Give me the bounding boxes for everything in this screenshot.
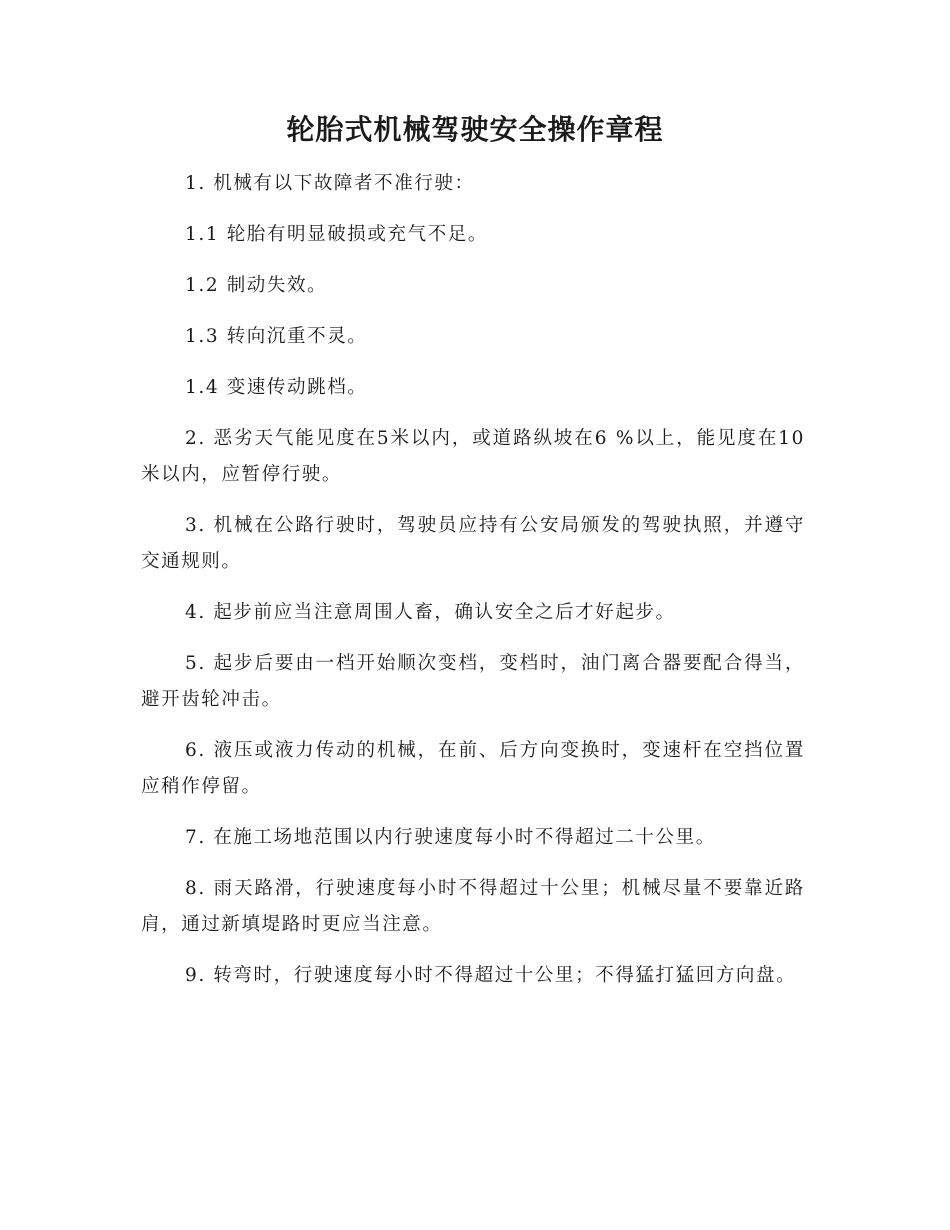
paragraph-4: 4. 起步前应当注意周围人畜，确认安全之后才好起步。 bbox=[185, 602, 676, 623]
paragraph-1-1: 1.1 轮胎有明显破损或充气不足。 bbox=[185, 224, 489, 245]
document-body bbox=[141, 166, 805, 1009]
paragraph-8: 8. 雨天路滑，行驶速度每小时不得超过十公里；机械尽量不要靠近路肩，通过新填堤路时更应当注意。 bbox=[141, 878, 805, 935]
document-title: 轮胎式机械驾驶安全操作章程 bbox=[286, 113, 664, 146]
paragraph-9: 9. 转弯时，行驶速度每小时不得超过十公里；不得猛打猛回方向盘。 bbox=[185, 965, 797, 986]
paragraph-7: 7. 在施工场地范围以内行驶速度每小时不得超过二十公里。 bbox=[185, 827, 716, 848]
paragraph-1: 1. 机械有以下故障者不准行驶： bbox=[185, 173, 475, 194]
paragraph-5: 5. 起步后要由一档开始顺次变档，变档时，油门离合器要配合得当，避开齿轮冲击。 bbox=[141, 653, 805, 710]
paragraph-1-4: 1.4 变速传动跳档。 bbox=[185, 377, 368, 398]
paragraph-1-2: 1.2 制动失效。 bbox=[185, 275, 328, 296]
paragraph-6: 6. 液压或液力传动的机械，在前、后方向变换时，变速杆在空挡位置应稍作停留。 bbox=[141, 740, 805, 797]
paragraph-1-3: 1.3 转向沉重不灵。 bbox=[185, 326, 368, 347]
paragraph-2: 2. 恶劣天气能见度在5米以内，或道路纵坡在6 %以上，能见度在10米以内，应暂停行驶。 bbox=[141, 428, 805, 485]
paragraph-3: 3. 机械在公路行驶时，驾驶员应持有公安局颁发的驾驶执照，并遵守交通规则。 bbox=[141, 515, 805, 572]
